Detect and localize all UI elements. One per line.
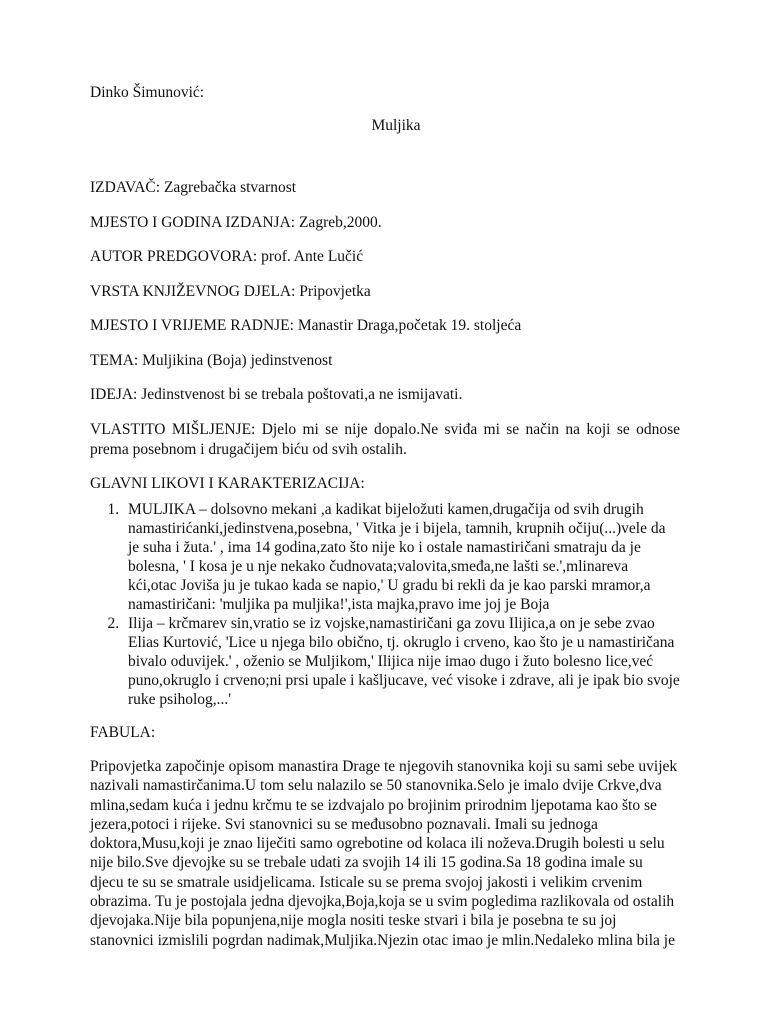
field-value: Manastir Draga,početak 19. stoljeća: [293, 317, 522, 334]
field-label: VRSTA KNJIŽEVNOG DJELA:: [90, 282, 296, 300]
field-idea: [90, 385, 680, 405]
fabula-heading: FABULA:: [90, 724, 156, 741]
character-ilija: 2. Ilija – krčmarev sin,vratio se iz vojske,namastiričani ga zovu Ilijica,a on je sebe zvao Elias Kurtović, 'Lice u njega bilo obično, tj. okruglo i crveno, kao što je u namastiričana bivalo oduvijek.' , oženio se Muljikom,' Ilijica nije imao dugo i žuto bolesno lice,već puno,okruglo i crveno;ni prsi upale i kašljucave, već visoke i zdrave, ali je ipak bio svoje ruke psiholog,...': [123, 614, 680, 709]
field-value: Jedinstvenost bi se trebala poštovati,a ne ismijavati.: [137, 386, 463, 403]
field-label: IDEJA:: [90, 386, 138, 403]
field-value: Djelo mi se nije dopalo.Ne sviđa mi se način na koji se odnose prema posebnom i drugačijem biću od svih ostalih.: [90, 420, 680, 458]
field-label: MJESTO I VRIJEME RADNJE:: [90, 317, 294, 334]
document-body: [90, 178, 680, 950]
fabula-paragraph: Pripovjetka započinje opisom manastira Drage te njegovih stanovnika koji su sami sebe uvijek nazivali namastirčanima.U tom selu nalazilo se 50 stanovnika.Selo je imalo dvije Crkve,dva mlina,sedam kuća i jednu krčmu te se izdvajalo po brojinim prirodnim ljepotama kao što se jezera,potoci i rijeke. Svi stanovnici su se međusobno poznavali. Imali su jednoga doktora,Musu,koji je znao liječiti samo ogrebotine od kolaca ili noževa.Drugih bolesti u selu nije bilo.Sve djevojke su se trebale udati za svojih 14 ili 15 godina.Sa 18 godina imale su djecu te su se smatrale usidjelicama. Isticale su se prema svojoj jakosti i velikim crvenim obrazima. Tu je postojala jedna djevojka,Boja,koja se u svim pogledima razlikovala od ostalih djevojaka.Nije bila popunjena,nije mogla nositi teske stvari i bila je posebna te su joj stanovnici izmislili pogrdan nadimak,Muljika.Njezin otac imao je mlin.Nedaleko mlina bila je: [90, 758, 678, 949]
field-value: Zagrebačka stvarnost: [160, 179, 297, 196]
characters-heading: GLAVNI LIKOVI I KARAKTERIZACIJA:: [90, 475, 365, 492]
field-label: VLASTITO MIŠLJENJE:: [90, 420, 256, 438]
document-title: Muljika: [371, 117, 421, 134]
field-value: Pripovjetka: [295, 282, 371, 300]
field-label: MJESTO I GODINA IZDANJA:: [90, 213, 296, 231]
field-value: Muljikina (Boja) jedinstvenost: [138, 351, 333, 369]
field-foreword-author: [90, 247, 680, 267]
field-setting: [90, 316, 680, 336]
field-place-year: [90, 213, 680, 233]
field-publisher: [90, 178, 680, 198]
field-label: IZDAVAČ:: [90, 179, 161, 196]
author-line: Dinko Šimunović:: [90, 84, 205, 101]
field-label: AUTOR PREDGOVORA:: [90, 248, 258, 265]
character-muljika: 1. MULJIKA – dolsovno mekani ,a kadikat bijeložuti kamen,drugačija od svih drugih namastirićanki,jedinstvena,posebna, ' Vitka je i bijela, tamnih, krupnih očiju(...)vele da je suha i žuta.' , ima 14 godina,zato što nije ko i ostale namastiričani smatraju da je bolesna, ' I kosa je u nje nekako čudnovata;valovita,smeđa,ne lašti se.',mlinareva kći,otac Joviša ju je tukao kada se napio,' U gradu bi rekli da je kao parski mramor,a namastiričani: 'muljika pa muljika!',ista majka,pravo ime joj je Boja: [123, 500, 680, 614]
field-theme: [90, 351, 680, 371]
field-opinion: [90, 420, 680, 460]
field-value: Zagreb,2000.: [295, 213, 382, 231]
field-value: prof. Ante Lučić: [257, 248, 364, 265]
field-label: TEMA:: [90, 351, 139, 369]
characters-list: [90, 500, 680, 709]
field-genre: [90, 282, 680, 302]
